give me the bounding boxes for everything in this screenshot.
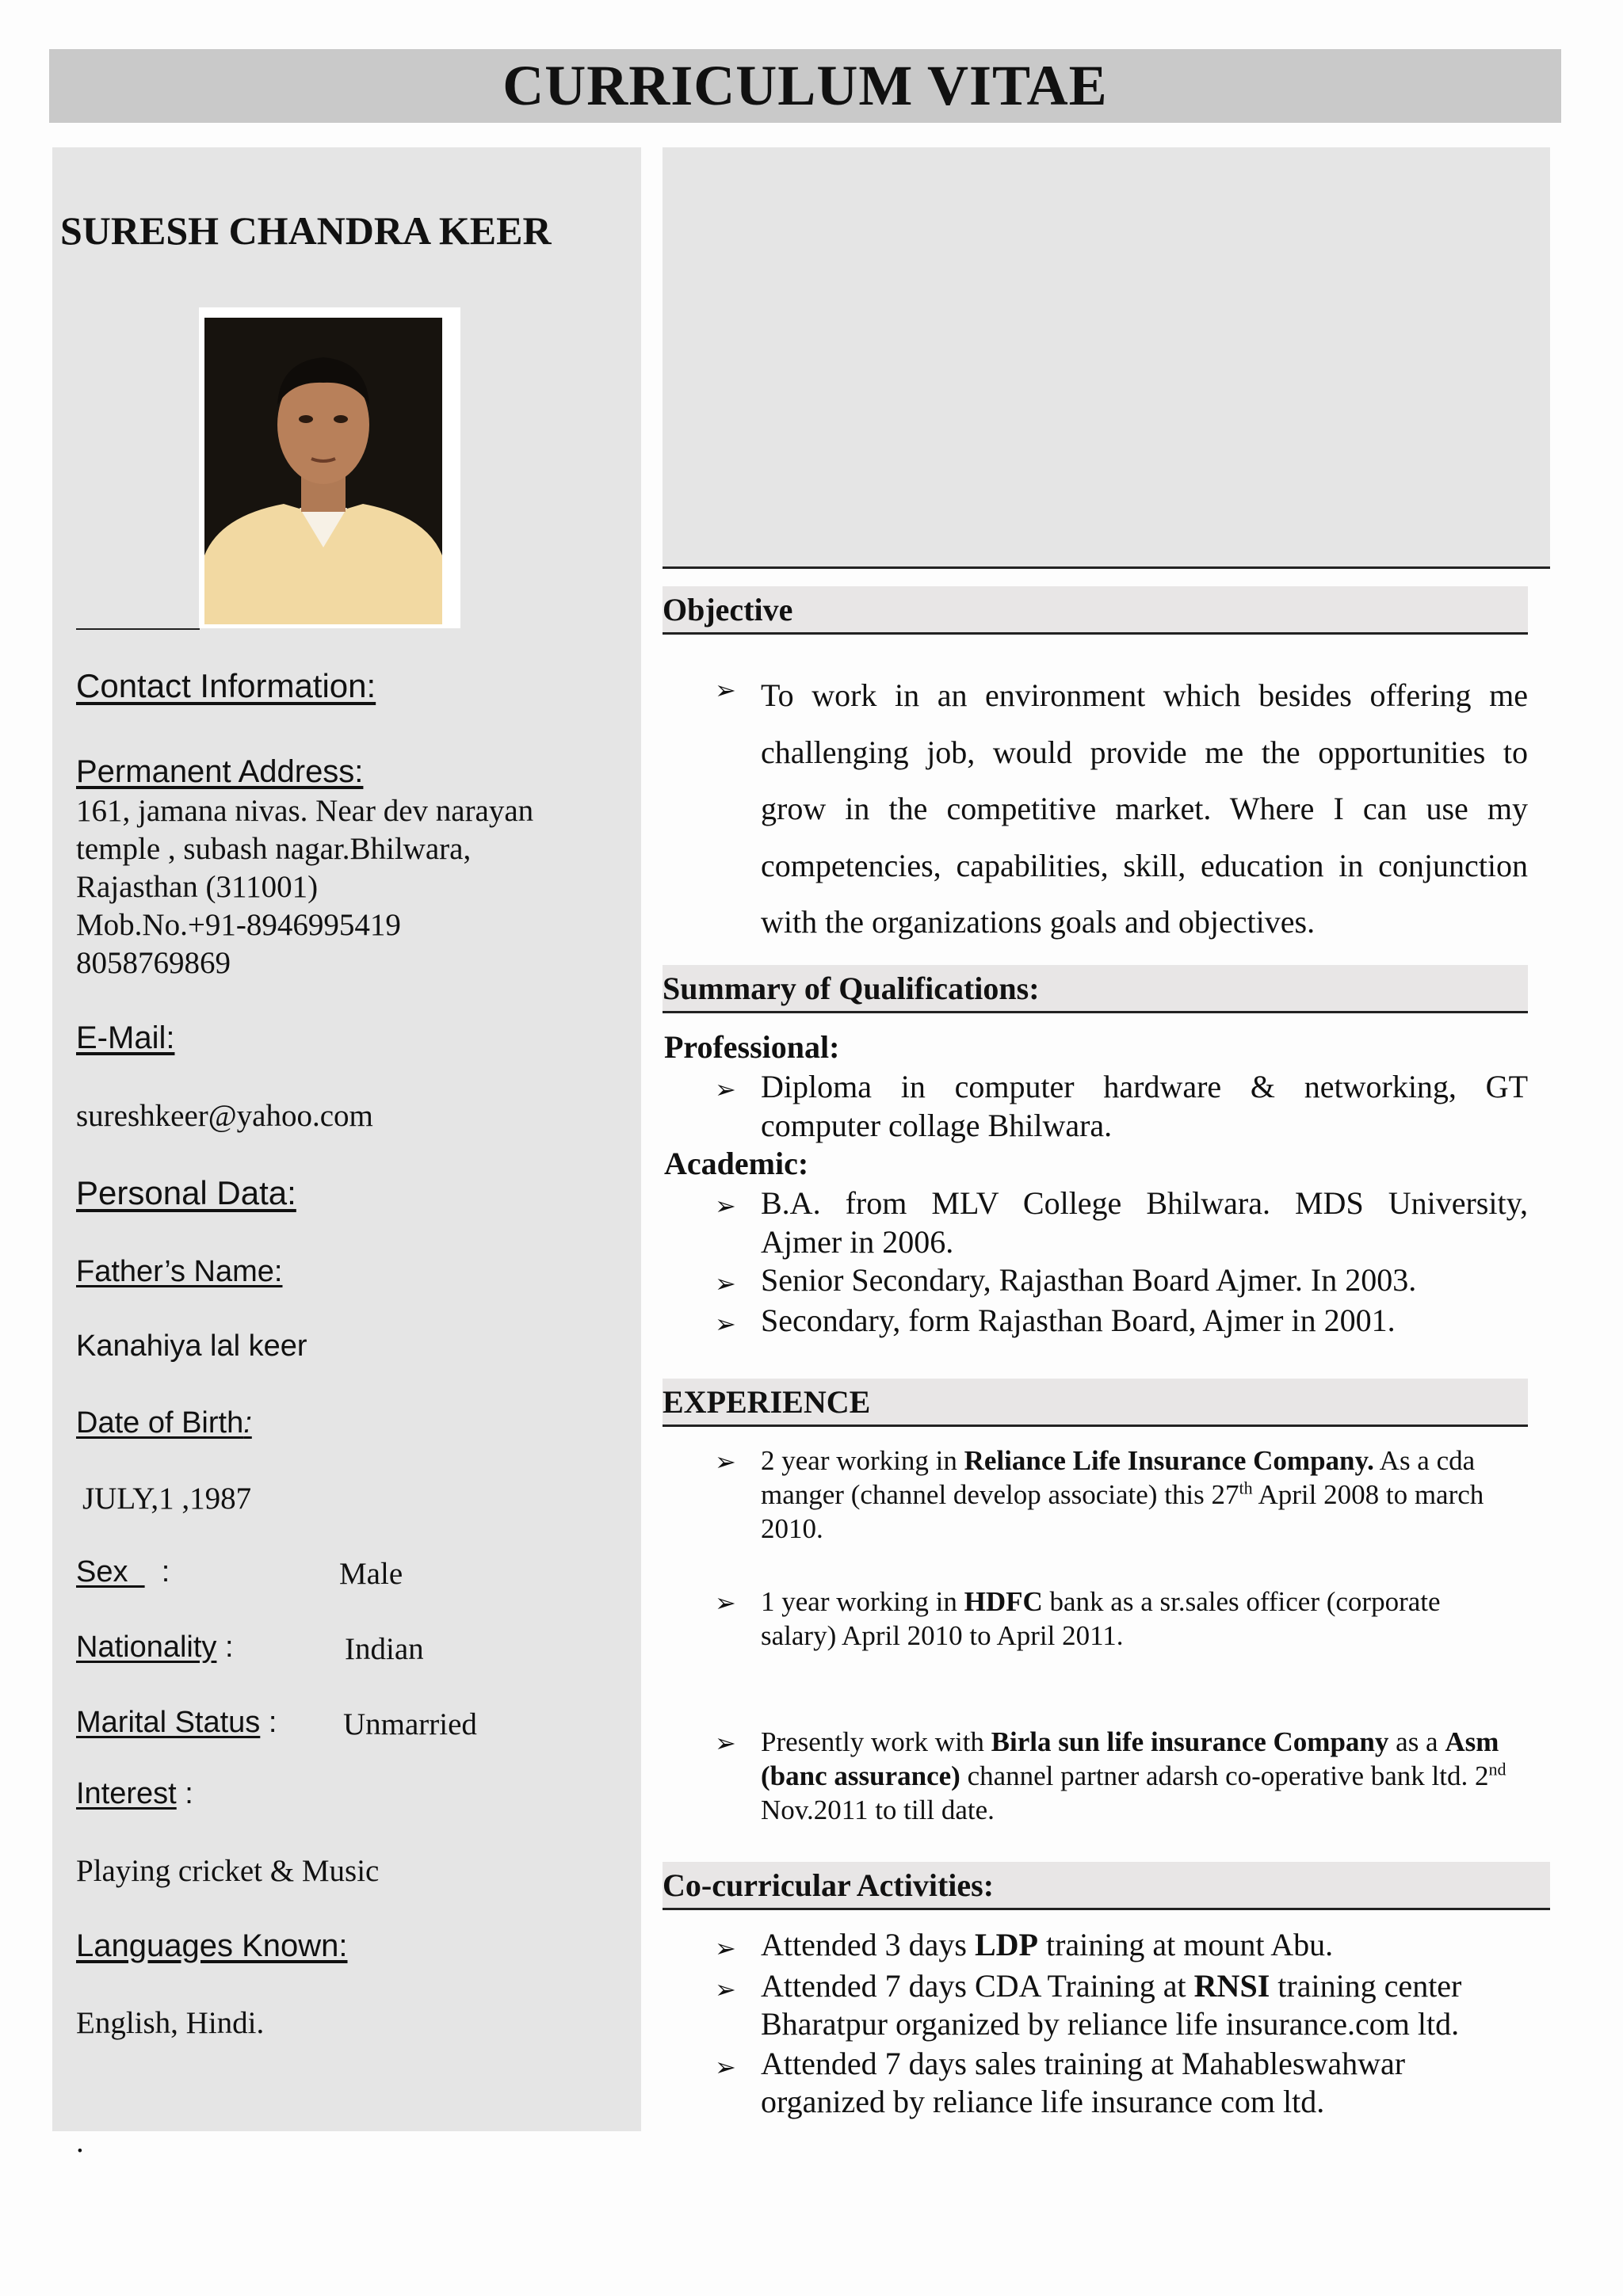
address-block [76,792,533,982]
company-name: Reliance Life Insurance Company. [964,1445,1374,1476]
arrow-bullet-icon: ➢ [715,1934,736,1962]
email-label: E-Mail: [76,1020,175,1055]
objective-line: with the organizations goals and objectives. [761,904,1316,940]
professional-line: Diploma in computer hardware & networking, GT [761,1069,1528,1104]
marital-row [76,1706,277,1740]
objective-text [761,667,1528,951]
permanent-address-label: Permanent Address: [76,754,364,789]
experience-heading-text: EXPERIENCE [663,1383,871,1420]
company-name: HDFC [964,1586,1043,1617]
objective-line: grow in the competitive market. Where I can use my [761,791,1528,826]
arrow-bullet-icon: ➢ [715,1447,736,1476]
company-name: Birla sun life insurance Company [991,1726,1389,1757]
nationality-colon: : [224,1630,234,1664]
professional-line: computer collage Bhilwara. [761,1108,1113,1143]
academic-item-secondary: Secondary, form Rajasthan Board, Ajmer in 2001. [761,1302,1396,1338]
father-name-value: Kanahiya lal keer [76,1329,307,1363]
nationality-value: Indian [345,1632,424,1666]
candidate-name: SURESH CHANDRA KEER [60,208,552,253]
interest-label: Interest [76,1777,177,1810]
arrow-bullet-icon: ➢ [715,1729,736,1757]
cv-title: CURRICULUM VITAE [502,54,1108,117]
activity-item-cda: Attended 7 days CDA Training at RNSI training center Bharatpur organized by reliance life insurance.com ltd. [761,1968,1462,2042]
arrow-bullet-icon: ➢ [715,1589,736,1617]
languages-value: English, Hindi. [76,2006,265,2040]
activities-heading-text: Co-curricular Activities: [663,1867,995,1903]
arrow-bullet-icon: ➢ [715,2053,736,2081]
job-role: Asm (banc assurance) [761,1726,1499,1791]
mobile-number-alt: 8058769869 [76,946,231,980]
father-name-label: Father’s Name: [76,1255,283,1288]
interest-colon: : [185,1777,193,1810]
academic-line: B.A. from MLV College Bhilwara. MDS University, [761,1185,1528,1221]
arrow-bullet-icon: ➢ [715,1269,736,1298]
sex-colon: : [161,1555,170,1589]
activity-item-sales: Attended 7 days sales training at Mahableswahwar organized by reliance life insurance com ltd. [761,2046,1406,2119]
objective-line: competencies, capabilities, skill, education in conjunction [761,847,1528,883]
address-line: 161, jamana nivas. Near dev narayan [76,794,534,828]
arrow-bullet-icon: ➢ [715,676,736,704]
sex-value: Male [339,1557,403,1591]
qualifications-heading [663,965,1528,1013]
trailing-dot: . [76,2125,84,2159]
marital-colon: : [268,1706,277,1739]
academic-line: Ajmer in 2006. [761,1224,954,1260]
academic-label: Academic: [664,1146,809,1181]
dob-row [76,1406,252,1440]
dob-colon: : [243,1406,252,1440]
languages-label: Languages Known: [76,1928,348,1963]
interest-value: Playing cricket & Music [76,1854,380,1888]
nationality-row [76,1630,234,1665]
sex-row [76,1555,170,1589]
objective-heading-text: Objective [663,591,793,627]
mobile-number: Mob.No.+91-8946995419 [76,908,401,942]
professional-label: Professional: [664,1029,840,1065]
address-line: Rajasthan (311001) [76,870,319,904]
nationality-label: Nationality [76,1630,217,1664]
dob-value: JULY,1 ,1987 [82,1482,252,1516]
dob-label: Date of Birth [76,1406,244,1440]
blank-box-rule [663,566,1550,569]
sex-label: Sex [76,1555,128,1589]
contact-info-heading: Contact Information: [76,667,376,704]
academic-item-senior-secondary: Senior Secondary, Rajasthan Board Ajmer. In 2003. [761,1262,1417,1298]
arrow-bullet-icon: ➢ [715,1075,736,1104]
experience-heading [663,1379,1528,1427]
activities-heading [663,1862,1550,1910]
qualifications-heading-text: Summary of Qualifications: [663,970,1040,1006]
blank-header-box [663,147,1550,567]
marital-status-value: Unmarried [343,1707,477,1741]
profile-photo [204,318,442,624]
interest-row [76,1777,193,1811]
arrow-bullet-icon: ➢ [715,1192,736,1220]
person-photo-icon [204,318,442,624]
cv-header-bar [49,49,1561,123]
personal-data-heading: Personal Data: [76,1174,296,1211]
professional-item [761,1067,1528,1145]
experience-item-birla: Presently work with Birla sun life insurance Company as a Asm (banc assurance) channel partner adarsh co-operative bank ltd. 2nd Nov.2011 to till date. [761,1726,1507,1825]
objective-heading [663,586,1528,635]
arrow-bullet-icon: ➢ [715,1310,736,1338]
photo-underline [76,628,200,630]
experience-item-hdfc: 1 year working in HDFC bank as a sr.sales officer (corporate salary) April 2010 to April 2011. [761,1586,1441,1651]
experience-item-reliance: 2 year working in Reliance Life Insurance Company. As a cda manger (channel develop associate) this 27th April 2008 to march 2010. [761,1445,1484,1544]
marital-status-label: Marital Status [76,1706,261,1739]
arrow-bullet-icon: ➢ [715,1975,736,2004]
activity-item-ldp: Attended 3 days LDP training at mount Abu. [761,1927,1334,1962]
objective-line: challenging job, would provide me the opportunities to [761,734,1528,770]
academic-item-ba [761,1184,1528,1261]
email-value: sureshkeer@yahoo.com [76,1099,373,1133]
address-line: temple , subash nagar.Bhilwara, [76,832,472,866]
objective-line: To work in an environment which besides offering me [761,677,1528,713]
